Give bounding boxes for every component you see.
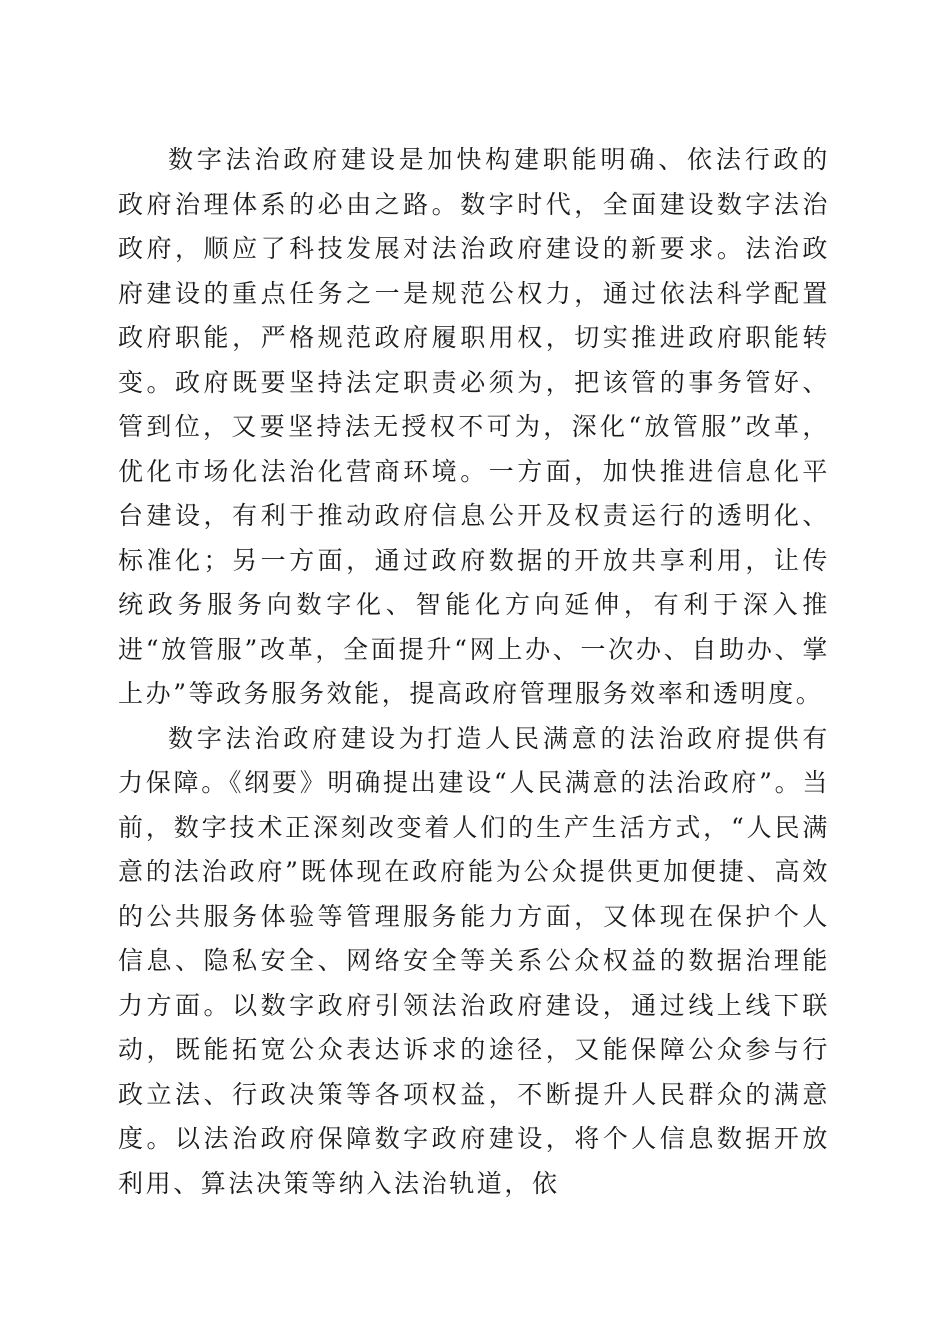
paragraph-1: 数字法治政府建设是加快构建职能明确、依法行政的政府治理体系的必由之路。数字时代，全面建设数字法治政府，顺应了科技发展对法治政府建设的新要求。法治政府建设的重点任务之一是规范公权力，通过依法科学配置政府职能，严格规范政府履职用权，切实推进政府职能转变。政府既要坚持法定职责必须为，把该管的事务管好、管到位，又要坚持法无授权不可为，深化“放管服”改革，优化市场化法治化营商环境。一方面，加快推进信息化平台建设，有利于推动政府信息公开及权责运行的透明化、标准化；另一方面，通过政府数据的开放共享利用，让传统政务服务向数字化、智能化方向延伸，有利于深入推进“放管服”改革，全面提升“网上办、一次办、自助办、掌上办”等政务服务效能，提高政府管理服务效率和透明度。 [118, 145, 830, 708]
paragraph-2: 数字法治政府建设为打造人民满意的法治政府提供有力保障。《纲要》明确提出建设“人民满意的法治政府”。当前，数字技术正深刻改变着人们的生产生活方式，“人民满意的法治政府”既体现在政府能为公众提供更加便捷、高效的公共服务体验等管理服务能力方面，又体现在保护个人信息、隐私安全、网络安全等关系公众权益的数据治理能力方面。以数字政府引领法治政府建设，通过线上线下联动，既能拓宽公众表达诉求的途径，又能保障公众参与行政立法、行政决策等各项权益，不断提升人民群众的满意度。以法治政府保障数字政府建设，将个人信息数据开放利用、算法决策等纳入法治轨道，依 [118, 723, 830, 1198]
document-body [118, 138, 830, 1206]
